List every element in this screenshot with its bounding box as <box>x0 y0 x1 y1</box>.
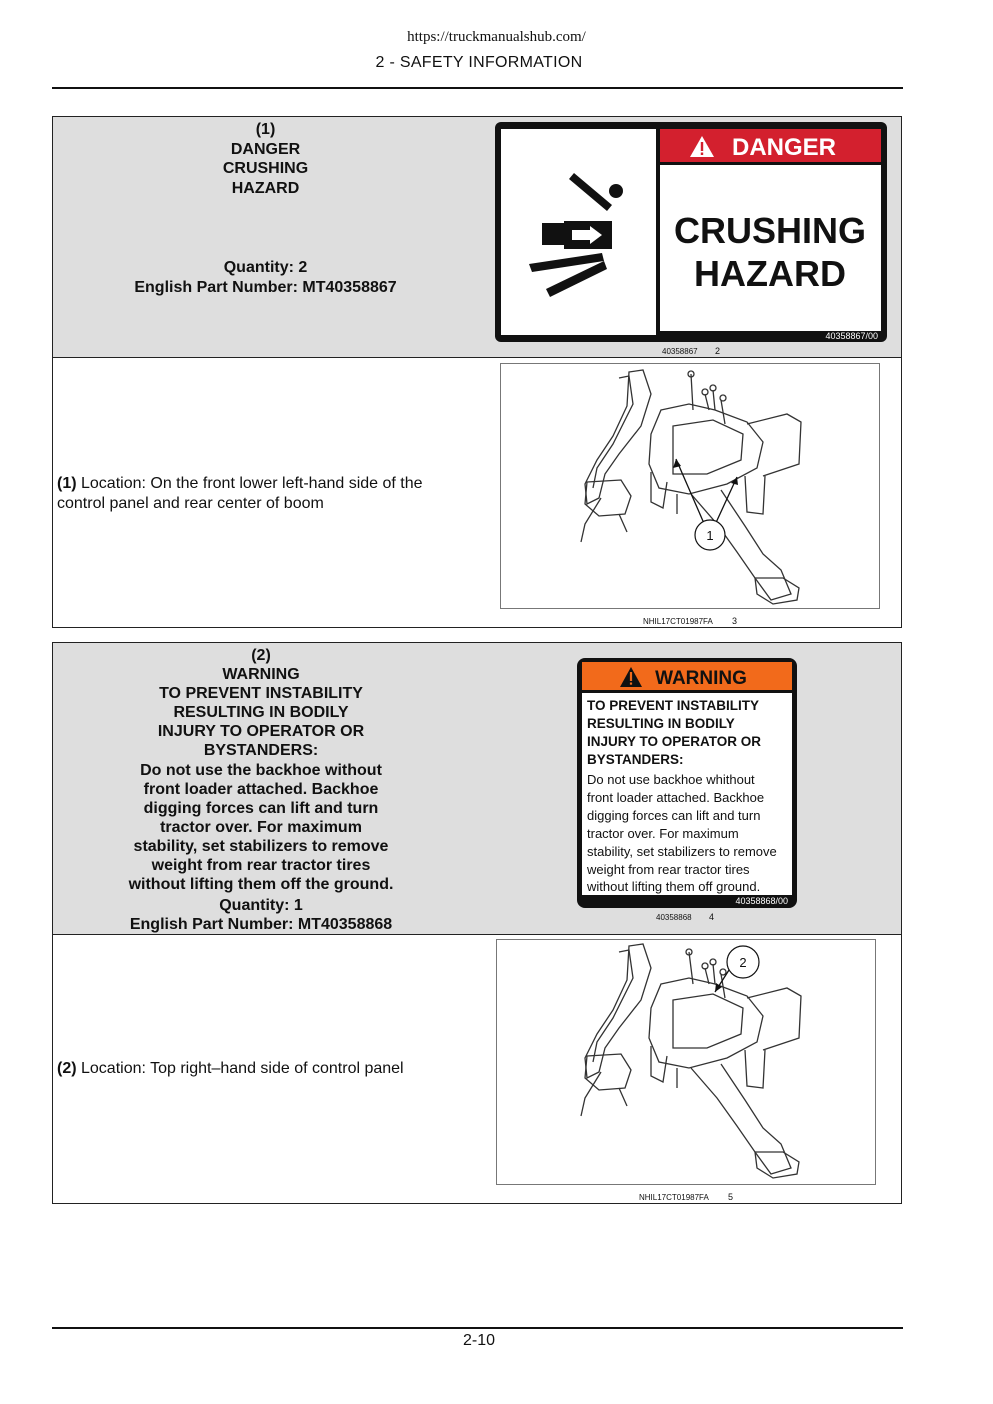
decal-2-title-line: BYSTANDERS: <box>203 742 319 760</box>
decal-1-title-line: DANGER <box>230 140 301 158</box>
decal-1-location-ref: (1) <box>57 475 77 492</box>
decal-2-figure-code: NHIL17CT01987FA <box>639 1193 709 1202</box>
decal-1-location <box>57 474 457 513</box>
backhoe-illustration-icon <box>497 940 875 1184</box>
decal-2-location-ref: (2) <box>57 1060 77 1077</box>
warning-instability-label <box>576 657 798 909</box>
decal-2-title <box>53 646 469 934</box>
decal-2-title-line: WARNING <box>222 666 300 684</box>
decal-2-title-line: stability, set stabilizers to remove <box>133 837 389 855</box>
label-body-line: HAZARD <box>694 253 846 294</box>
decal-2-part-number: English Part Number: MT40358868 <box>129 916 393 934</box>
decal-2-title-line: front loader attached. Backhoe <box>143 780 379 798</box>
decal-2-caption-code: 40358868 <box>656 913 692 922</box>
decal-2-location <box>57 1059 457 1079</box>
decal-2-title-line: weight from rear tractor tires <box>151 857 371 875</box>
page-number: 2-10 <box>462 1332 496 1349</box>
callout-2: 2 <box>739 955 747 970</box>
source-url[interactable]: https://truckmanualshub.com/ <box>407 29 586 45</box>
decal-1-number: (1) <box>255 121 276 138</box>
decal-1-caption-num: 2 <box>715 346 721 356</box>
section-title: 2 - SAFETY INFORMATION <box>375 54 583 71</box>
label-body-line: CRUSHING <box>673 210 867 251</box>
decal-1-caption-code: 40358867 <box>662 347 698 356</box>
decal-2-table <box>52 642 902 1204</box>
label-body-line: without lifting them off ground. <box>587 879 761 894</box>
decal-2-title-line: without lifting them off the ground. <box>128 876 394 894</box>
decal-1-location-figure <box>500 363 880 609</box>
decal-2-caption-num: 4 <box>709 912 715 922</box>
decal-2-quantity: Quantity: 1 <box>219 897 303 915</box>
decal-1-figure-num: 3 <box>732 616 738 626</box>
decal-1-table <box>52 116 902 628</box>
backhoe-illustration-icon <box>501 364 879 608</box>
decal-2-location-text: Location: Top right–hand side of control panel <box>76 1060 404 1077</box>
decal-2-title-line: TO PREVENT INSTABILITY <box>159 685 363 703</box>
decal-1-quantity: Quantity: 2 <box>223 259 308 276</box>
callout-1: 1 <box>706 528 714 543</box>
decal-2-title-line: tractor over. For maximum <box>160 818 362 836</box>
label-bold-line: INJURY TO OPERATOR OR <box>587 734 762 749</box>
decal-1-figure-code: NHIL17CT01987FA <box>643 617 713 626</box>
decal-2-number: (2) <box>251 647 271 664</box>
decal-2-figure-num: 5 <box>728 1192 734 1202</box>
decal-2-title-line: digging forces can lift and turn <box>143 799 379 817</box>
label-code: 40358868/00 <box>735 896 788 906</box>
decal-2-title-line: Do not use the backhoe without <box>140 761 382 779</box>
label-code: 40358867/00 <box>825 331 878 341</box>
decal-2-location-figure <box>496 939 876 1185</box>
decal-1-title-line: CRUSHING <box>222 160 309 177</box>
label-body-line: digging forces can lift and turn <box>587 808 761 823</box>
decal-1-part-number: English Part Number: MT40358867 <box>134 278 397 296</box>
decal-1-location-text: Location: On the front lower left-hand side of the control panel and rear center of boom <box>57 475 423 512</box>
danger-crushing-hazard-label <box>494 121 888 343</box>
header-rule <box>52 87 903 89</box>
label-danger-header: DANGER <box>731 134 837 161</box>
decal-2-title-line: INJURY TO OPERATOR OR <box>157 723 365 741</box>
label-body-line: Do not use backhoe whithout <box>587 772 755 787</box>
label-bold-line: TO PREVENT INSTABILITY <box>587 698 760 713</box>
label-warning-header: WARNING <box>655 668 747 689</box>
decal-1-title-line: HAZARD <box>231 179 300 197</box>
decal-1-quantity-block <box>53 258 478 297</box>
label-body-line: front loader attached. Backhoe <box>587 790 765 805</box>
decal-2-title-line: RESULTING IN BODILY <box>173 704 349 722</box>
label-bold-line: BYSTANDERS: <box>587 752 684 767</box>
label-body-line: tractor over. For maximum <box>587 826 739 841</box>
label-body-line: stability, set stabilizers to remove <box>587 844 777 859</box>
label-bold-line: RESULTING IN BODILY <box>587 716 735 731</box>
label-body-line: weight from rear tractor tires <box>587 862 750 877</box>
row-divider <box>53 357 901 358</box>
footer-rule <box>52 1327 903 1329</box>
decal-1-title <box>53 120 478 198</box>
